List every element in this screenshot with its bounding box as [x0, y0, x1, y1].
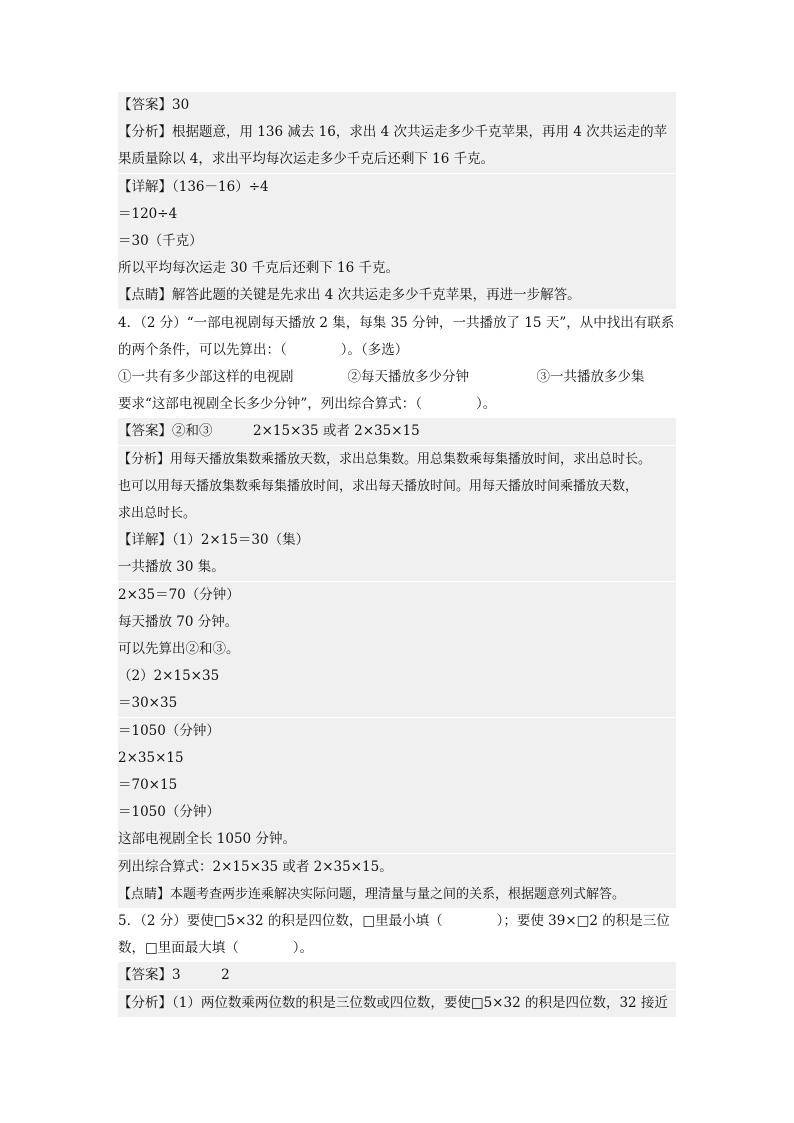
solution-line: 一共播放 30 集。 [118, 554, 676, 581]
solution-line: 列出综合算式：2×15×35 或者 2×35×15。 [118, 854, 676, 881]
solution-line: ＝1050（分钟） [118, 718, 676, 745]
solution-line: 也可以用每天播放集数乘每集播放时间，求出每天播放时间。用每天播放时间乘播放天数， [118, 473, 676, 500]
solution-line: 果质量除以 4，求出平均每次运走多少千克后还剩下 16 千克。 [118, 146, 676, 173]
solution-line: ＝70×15 [118, 772, 676, 799]
solution-line: ＝1050（分钟） [118, 799, 676, 826]
solution-line: 这部电视剧全长 1050 分钟。 [118, 826, 676, 853]
question-line: 要求“这部电视剧全长多少分钟”，列出综合算式：（ ）。 [118, 396, 497, 413]
solution-line: 2×35×15 [118, 745, 676, 772]
solution-line: 2×35＝70（分钟） [118, 582, 676, 609]
solution-line: 每天播放 70 分钟。 [118, 609, 676, 636]
question-line: 4．（2 分）“一部电视剧每天播放 2 集，每集 35 分钟，一共播放了 15 天”，从中找出有联系 [118, 314, 675, 331]
solution-line: ＝30（千克） [118, 228, 676, 255]
solution-line: 【答案】②和③ 2×15×35 或者 2×35×15 [118, 418, 676, 445]
solution-line: 【点睛】解答此题的关键是先求出 4 次共运走多少千克苹果，再进一步解答。 [118, 282, 676, 309]
solution-line: ＝120÷4 [118, 201, 676, 228]
solution-line: ＝30×35 [118, 690, 676, 717]
solution-line: （2）2×15×35 [118, 663, 676, 690]
solution-line: 【详解】（1）2×15＝30（集） [118, 527, 676, 554]
solution-line: 所以平均每次运走 30 千克后还剩下 16 千克。 [118, 255, 676, 282]
solution-line: 【分析】用每天播放集数乘播放天数，求出总集数。用总集数乘每集播放时间，求出总时长。 [118, 446, 676, 473]
solution-line: 可以先算出②和③。 [118, 636, 676, 663]
question-line: 5．（2 分）要使□5×32 的积是四位数，□里最小填（ ）；要使 39×□2 的积是三位 [118, 913, 670, 929]
solution-line: 【详解】（136－16）÷4 [118, 174, 676, 201]
solution-line: 【答案】30 [118, 92, 676, 119]
solution-line: 【分析】根据题意，用 136 减去 16，求出 4 次共运走多少千克苹果，再用 4 次共运走的苹 [118, 119, 676, 146]
solution-line: 【分析】（1）两位数乘两位数的积是三位数或四位数，要使□5×32 的积是四位数，32 接近 [118, 990, 676, 1017]
question-line: 的两个条件，可以先算出：（ ）。（多选） [118, 341, 409, 358]
solution-line: 求出总时长。 [118, 500, 676, 527]
question-line: 数，□里面最大填（ ）。 [118, 940, 314, 957]
question-line: ①一共有多少部这样的电视剧 ②每天播放多少分钟 ③一共播放多少集 [118, 369, 645, 385]
solution-line: 【答案】3 2 [118, 962, 676, 989]
solution-line: 【点睛】本题考查两步连乘解决实际问题，理清量与量之间的关系，根据题意列式解答。 [118, 881, 676, 908]
